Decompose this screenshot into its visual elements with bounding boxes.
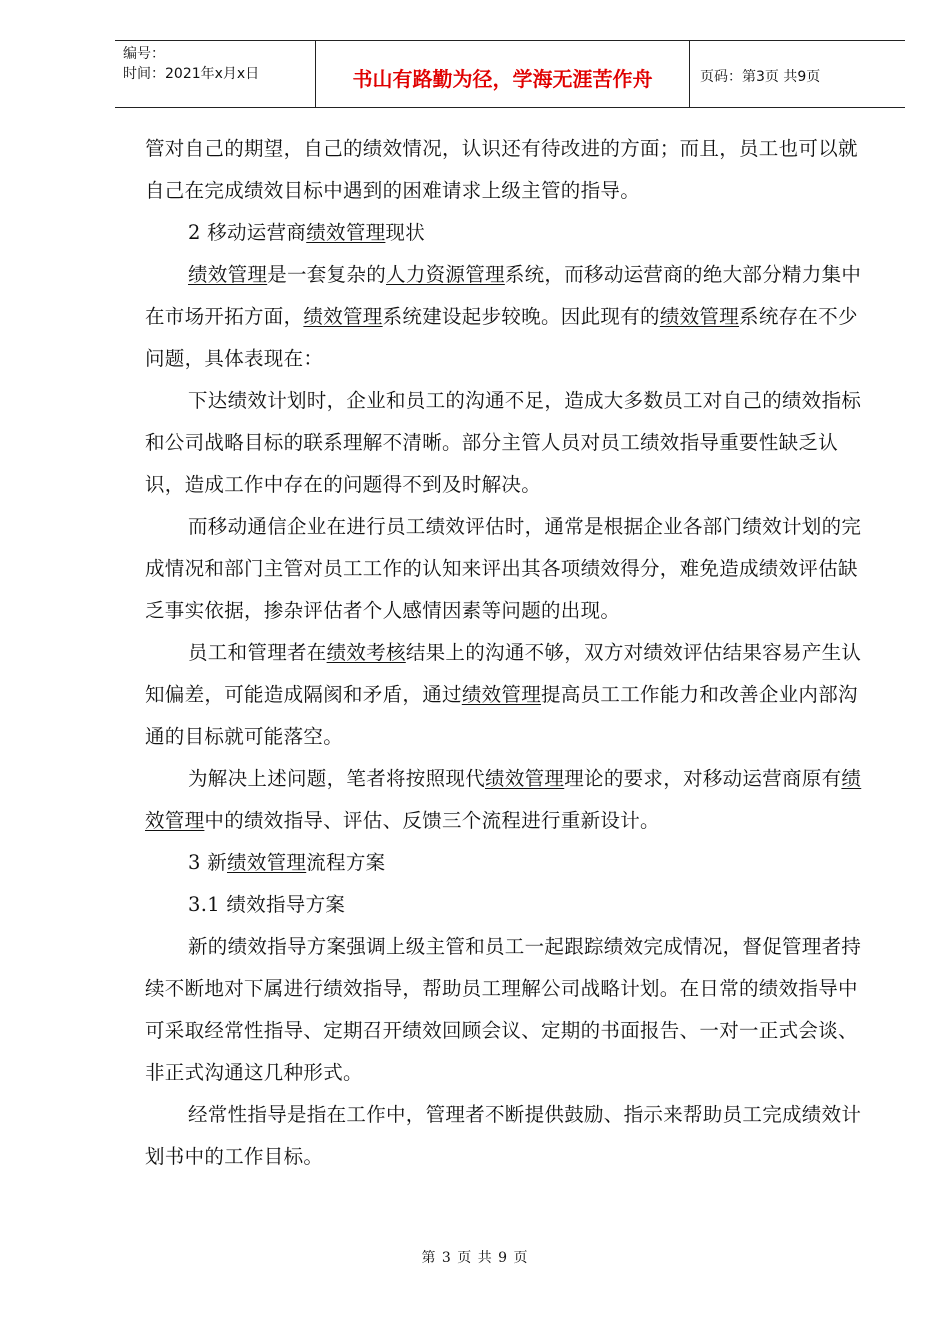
document-time-label: 时间：2021年x月x日 [123, 66, 260, 82]
header-meta-cell [115, 41, 316, 107]
subsection-heading [145, 884, 865, 926]
text-run: 为解决上述问题，笔者将按照现代 [188, 767, 486, 790]
document-body [145, 128, 865, 1178]
header-page-cell [690, 41, 905, 107]
header-motto: 书山有路勤为径，学海无涯苦作舟 [352, 67, 653, 91]
paragraph [145, 380, 865, 506]
keyword-link[interactable]: 绩效管理 [306, 221, 386, 244]
text-run: 提高员工工作能力和改善企业内部沟通的目标就可能落空。 [145, 683, 858, 748]
section-heading [145, 842, 865, 884]
keyword-link[interactable]: 绩效管理 [145, 767, 862, 832]
page-footer: 第 3 页 共 9 页 [421, 1250, 529, 1266]
keyword-link[interactable]: 绩效管理 [485, 767, 565, 790]
paragraph [145, 758, 865, 842]
document-number-label: 编号： [123, 46, 165, 62]
text-run: 经常性指导是指在工作中，管理者不断提供鼓励、指示来帮助员工完成绩效计划书中的工作目标。 [145, 1103, 862, 1168]
paragraph [145, 632, 865, 758]
header-page-info: 页码：第3页 共9页 [700, 69, 821, 85]
text-run: 3 新 [188, 851, 228, 874]
text-run: 现状 [385, 221, 426, 244]
paragraph [145, 254, 865, 380]
text-run: 3.1 绩效指导方案 [188, 893, 346, 916]
keyword-link[interactable]: 绩效管理 [303, 305, 383, 328]
text-run: 而移动通信企业在进行员工绩效评估时，通常是根据企业各部门绩效计划的完成情况和部门主管对员工工作的认知来评出其各项绩效得分，难免造成绩效评估缺乏事实依据，掺杂评估者个人感情因素等问题的出现。 [145, 515, 862, 622]
text-run: 系统存在不少问题，具体表现在： [145, 305, 858, 370]
text-run: 中的绩效指导、评估、反馈三个流程进行重新设计。 [204, 809, 660, 832]
text-run: 理论的要求，对移动运营商原有 [564, 767, 842, 790]
keyword-link[interactable]: 人力资源管理 [386, 263, 505, 286]
paragraph [145, 506, 865, 632]
paragraph [145, 128, 865, 212]
keyword-link[interactable]: 绩效管理 [461, 683, 542, 706]
text-run: 系统建设起步较晚。因此现有的 [382, 305, 660, 328]
keyword-link[interactable]: 绩效管理 [659, 305, 740, 328]
paragraph [145, 1094, 865, 1178]
paragraph [145, 926, 865, 1094]
text-run: 新的绩效指导方案强调上级主管和员工一起跟踪绩效完成情况，督促管理者持续不断地对下属进行绩效指导，帮助员工理解公司战略计划。在日常的绩效指导中可采取经常性指导、定期召开绩效回顾会议、定期的书面报告、一对一正式会谈、非正式沟通这几种形式。 [145, 935, 862, 1084]
text-run: 系统，而移动运营商的绝大部分精力集中在市场开拓方面， [145, 263, 862, 328]
text-run: 结果上的沟通不够，双方对绩效评估结果容易产生认知偏差，可能造成隔阂和矛盾，通过 [145, 641, 862, 706]
keyword-link[interactable]: 绩效考核 [326, 641, 406, 664]
text-run: 下达绩效计划时，企业和员工的沟通不足，造成大多数员工对自己的绩效指标和公司战略目标的联系理解不清晰。部分主管人员对员工绩效指导重要性缺乏认识，造成工作中存在的问题得不到及时解决。 [145, 389, 862, 496]
section-heading [145, 212, 865, 254]
header-motto-cell [316, 41, 690, 107]
text-run: 2 移动运营商 [188, 221, 307, 244]
text-run: 管对自己的期望，自己的绩效情况，认识还有待改进的方面；而且，员工也可以就自己在完成绩效目标中遇到的困难请求上级主管的指导。 [145, 137, 858, 202]
keyword-link[interactable]: 绩效管理 [227, 851, 307, 874]
page-header [115, 40, 905, 108]
text-run: 流程方案 [306, 851, 386, 874]
keyword-link[interactable]: 绩效管理 [188, 263, 268, 286]
text-run: 员工和管理者在 [188, 641, 327, 664]
text-run: 是一套复杂的 [267, 263, 387, 286]
